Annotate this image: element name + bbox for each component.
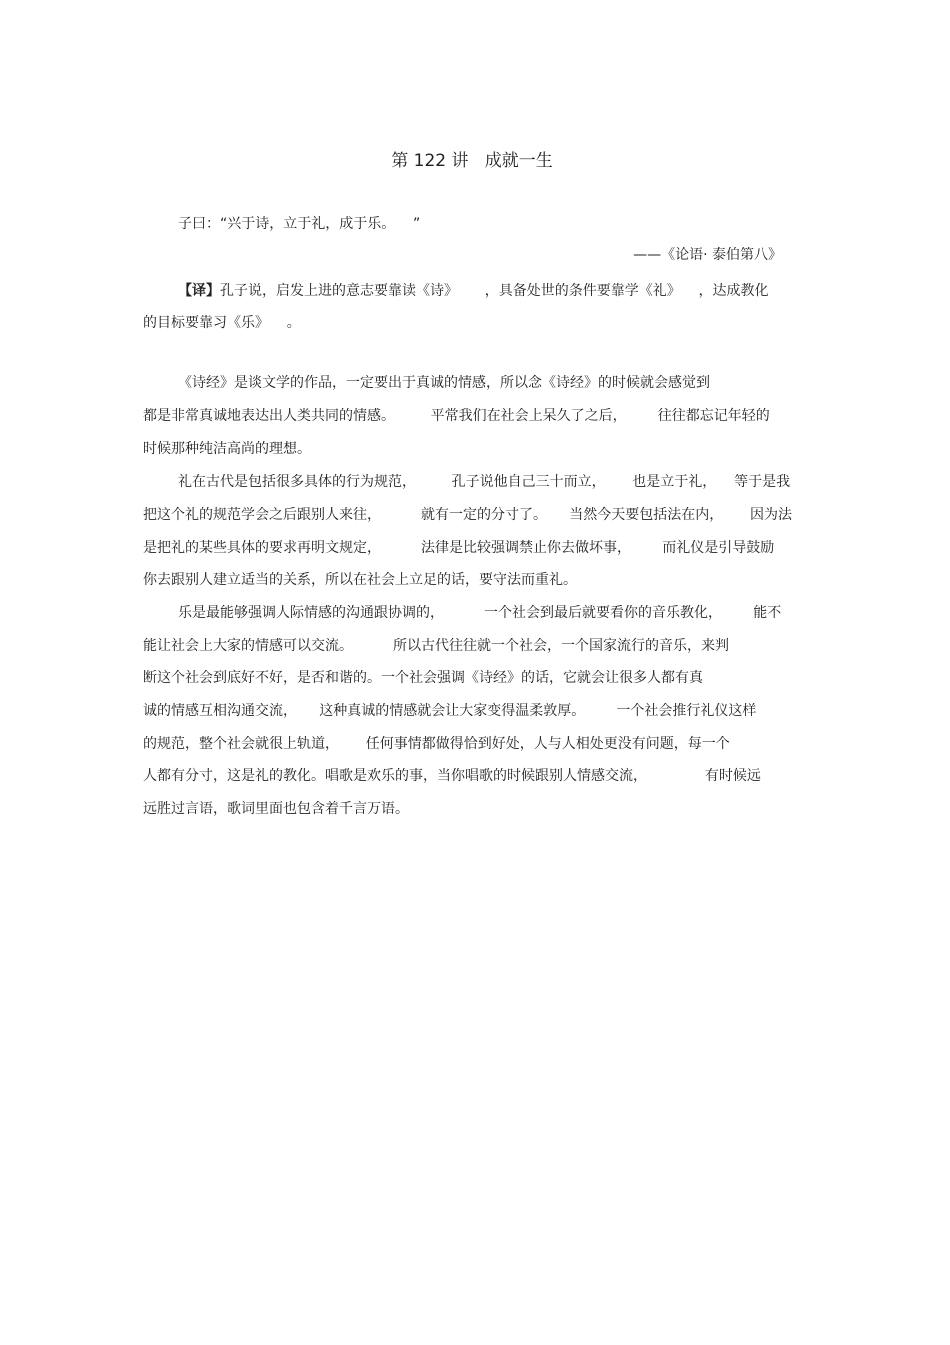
paragraph-3-line-2: 能让社会上大家的情感可以交流。 所以古代往往就一个社会，一个国家流行的音乐，来判 [143, 638, 730, 654]
paragraph-2-line-4: 你去跟别人建立适当的关系，所以在社会上立足的话，要守法而重礼。 [143, 572, 577, 588]
paragraph-3-line-5: 的规范，整个社会就很上轨道， 任何事情都做得恰到好处，人与人相处更没有问题，每一个 [143, 736, 730, 752]
translation-line-2: 的目标要靠习《乐》 。 [143, 315, 301, 331]
confucius-quote: 子曰：“兴于诗，立于礼，成于乐。 ” [178, 216, 421, 232]
quote-source: ——《论语· 泰伯第八》 [633, 247, 782, 263]
paragraph-2-line-1: 礼在古代是包括很多具体的行为规范， 孔子说他自己三十而立， 也是立于礼， 等于是我 [178, 474, 791, 490]
translation-line-1 [178, 282, 769, 300]
paragraph-1-line-3: 时候那种纯洁高尚的理想。 [143, 441, 311, 457]
translation-label: 【译】 [178, 283, 220, 299]
paragraph-3-line-7: 远胜过言语，歌词里面也包含着千言万语。 [143, 801, 409, 817]
paragraph-2-line-3: 是把礼的某些具体的要求再明文规定， 法律是比较强调禁止你去做坏事， 而礼仪是引导鼓励 [143, 540, 775, 556]
paragraph-3-line-1: 乐是最能够强调人际情感的沟通跟协调的， 一个社会到最后就要看你的音乐教化， 能不 [178, 605, 782, 621]
paragraph-3-line-6: 人都有分寸，这是礼的教化。唱歌是欢乐的事，当你唱歌的时候跟别人情感交流， 有时候远 [143, 768, 761, 784]
paragraph-2-line-2: 把这个礼的规范学会之后跟别人来往， 就有一定的分寸了。 当然今天要包括法在内， 因为法 [143, 507, 793, 523]
translation-text-1: 孔子说，启发上进的意志要靠读《诗》 ，具备处世的条件要靠学《礼》 ，达成教化 [220, 283, 769, 299]
paragraph-1-line-2: 都是非常真诚地表达出人类共同的情感。 平常我们在社会上呆久了之后， 往往都忘记年轻的 [143, 408, 770, 424]
paragraph-3-line-3: 断这个社会到底好不好，是否和谐的。一个社会强调《诗经》的话，它就会让很多人都有真 [143, 670, 703, 686]
paragraph-1-line-1: 《诗经》是谈文学的作品，一定要出于真诚的情感，所以念《诗经》的时候就会感觉到 [178, 375, 710, 391]
lecture-title: 第 122 讲 成就一生 [391, 151, 553, 171]
paragraph-3-line-4: 诚的情感互相沟通交流， 这种真诚的情感就会让大家变得温柔敦厚。 一个社会推行礼仪这样 [143, 703, 757, 719]
